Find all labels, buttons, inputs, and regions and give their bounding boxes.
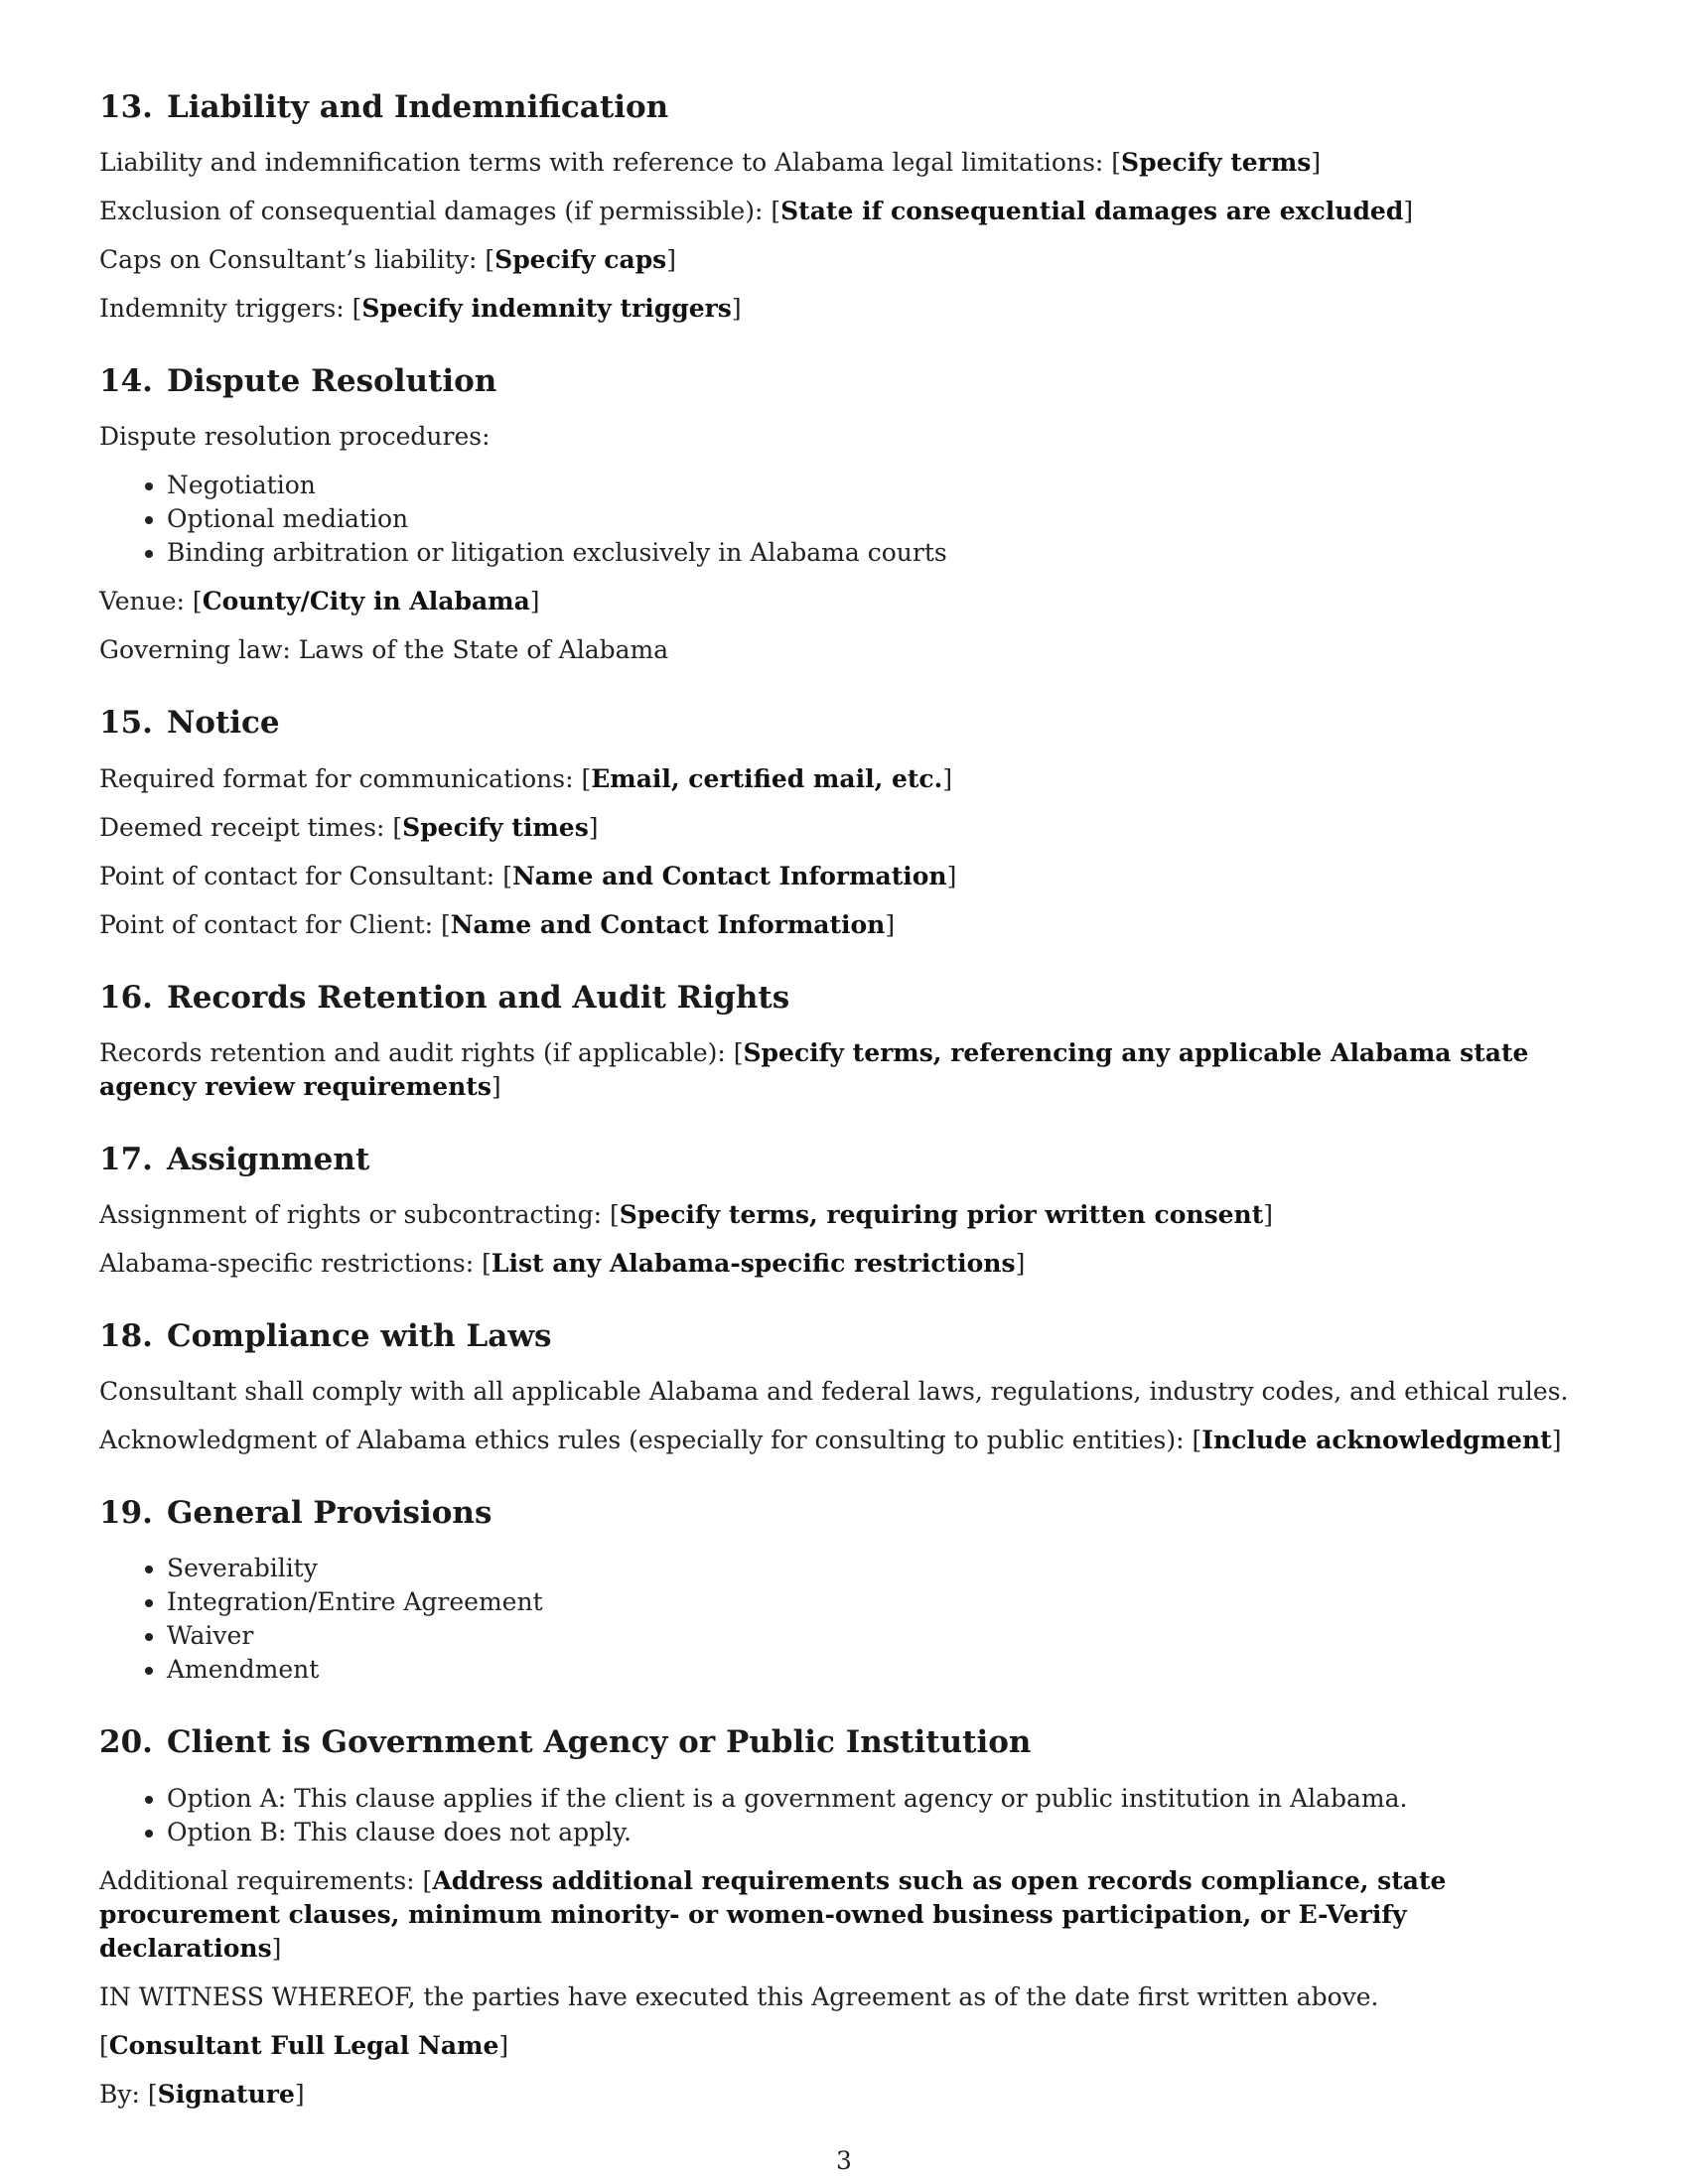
section-heading: 15. Notice (99, 705, 280, 742)
placeholder-value: Consultant Full Legal Name (108, 2030, 499, 2060)
section-heading: 20. Client is Government Agency or Public Institution (99, 1724, 1032, 1761)
placeholder-value: List any Alabama-specific restrictions (491, 1248, 1016, 1278)
placeholder-value: Signature (157, 2079, 295, 2109)
list-item: • Integration/Entire Agreement (167, 1585, 1589, 1619)
section-19 (99, 1495, 1589, 1687)
list-item: • Option B: This clause does not apply. (167, 1816, 1589, 1849)
placeholder-value: Address additional requirements such as open records compliance, state procurement clauses, minimum minority- or women-owned business participation, or E-Verify declarations (99, 1865, 1447, 1963)
section-title: Client is Government Agency or Public Institution (166, 1724, 1032, 1761)
list-item: • Optional mediation (167, 502, 1589, 536)
section-18 (99, 1318, 1589, 1457)
general-provisions-list (99, 1552, 1589, 1687)
placeholder-value: Name and Contact Information (511, 861, 947, 890)
placeholder-value: Email, certified mail, etc. (591, 763, 943, 793)
section-heading: 14. Dispute Resolution (99, 363, 497, 400)
placeholder-value: Specify indemnity triggers (361, 294, 732, 324)
list-item: • Binding arbitration or litigation exclusively in Alabama courts (167, 536, 1589, 570)
section-heading: 19. General Provisions (99, 1495, 492, 1532)
section-17 (99, 1142, 1589, 1281)
section-title: Compliance with Laws (166, 1317, 552, 1354)
section-heading: 18. Compliance with Laws (99, 1317, 552, 1354)
section-20 (99, 1724, 1589, 2111)
list-item: • Amendment (167, 1653, 1589, 1687)
section-title: Assignment (166, 1141, 370, 1177)
section-heading: 13. Liability and Indemnification (99, 89, 669, 125)
placeholder-value: Specify terms, referencing any applicable Alabama state agency review requirements (99, 1037, 1529, 1101)
placeholder-value: Specify caps (494, 245, 667, 275)
list-item: • Option A: This clause applies if the client is a government agency or public institution in Alabama. (167, 1782, 1589, 1816)
section-title: Dispute Resolution (166, 363, 497, 400)
section-title: General Provisions (166, 1495, 492, 1532)
notice-format-line: Required format for communications: [Email, certified mail, etc.] (99, 763, 953, 793)
placeholder-value: Name and Contact Information (450, 909, 886, 939)
signature-line: By: [Signature] (99, 2079, 305, 2109)
consequential-damages-line: Exclusion of consequential damages (if permissible): [State if consequential damages are excluded] (99, 197, 1414, 226)
page-number: 3 (836, 2146, 852, 2175)
section-title: Liability and Indemnification (166, 89, 669, 125)
placeholder-value: County/City in Alabama (202, 587, 530, 616)
placeholder-value: State if consequential damages are excluded (780, 197, 1404, 226)
ethics-acknowledgment-line: Acknowledgment of Alabama ethics rules (especially for consulting to public entities): [Include acknowledgment] (99, 1426, 1562, 1455)
records-retention-line: Records retention and audit rights (if applicable): [Specify terms, referencing any applicable Alabama state agency review requirements] (99, 1037, 1529, 1101)
indemnity-triggers-line: Indemnity triggers: [Specify indemnity triggers] (99, 294, 742, 324)
dispute-intro: Dispute resolution procedures: (99, 422, 491, 452)
section-16 (99, 980, 1589, 1104)
section-heading: 17. Assignment (99, 1141, 370, 1177)
list-item: • Negotiation (167, 469, 1589, 502)
governing-law-line: Governing law: Laws of the State of Alabama (99, 635, 669, 665)
consultant-name-line: [Consultant Full Legal Name] (99, 2030, 509, 2060)
assignment-line: Assignment of rights or subcontracting: [Specify terms, requiring prior written consent] (99, 1199, 1274, 1229)
list-item: • Severability (167, 1552, 1589, 1585)
government-options-list (99, 1782, 1589, 1849)
document-page (99, 89, 1589, 2126)
witness-statement: IN WITNESS WHEREOF, the parties have executed this Agreement as of the date first written above. (99, 1981, 1379, 2011)
placeholder-value: Specify terms (1121, 148, 1312, 178)
placeholder-value: Specify times (402, 812, 589, 842)
alabama-restrictions-line: Alabama-specific restrictions: [List any Alabama-specific restrictions] (99, 1248, 1026, 1278)
section-title: Records Retention and Audit Rights (166, 979, 790, 1016)
venue-line: Venue: [County/City in Alabama] (99, 587, 540, 616)
section-heading: 16. Records Retention and Audit Rights (99, 979, 790, 1016)
additional-requirements-line: Additional requirements: [Address additional requirements such as open records compliance, state procurement clauses, minimum minority- or women-owned business participation, or E-Verify declarations] (99, 1865, 1447, 1963)
section-15 (99, 705, 1589, 941)
placeholder-value: Include acknowledgment (1201, 1426, 1552, 1455)
dispute-procedures-list (99, 469, 1589, 570)
consultant-contact-line: Point of contact for Consultant: [Name and Contact Information] (99, 861, 957, 890)
placeholder-value: Specify terms, requiring prior written consent (619, 1199, 1264, 1229)
liability-terms-line: Liability and indemnification terms with reference to Alabama legal limitations: [Specify terms] (99, 148, 1322, 178)
liability-caps-line: Caps on Consultant’s liability: [Specify caps] (99, 245, 677, 275)
section-13 (99, 89, 1589, 326)
list-item: • Waiver (167, 1619, 1589, 1653)
section-14 (99, 363, 1589, 667)
section-title: Notice (166, 705, 280, 742)
receipt-times-line: Deemed receipt times: [Specify times] (99, 812, 599, 842)
compliance-statement: Consultant shall comply with all applicable Alabama and federal laws, regulations, industry codes, and ethical rules. (99, 1377, 1569, 1407)
client-contact-line: Point of contact for Client: [Name and Contact Information] (99, 909, 896, 939)
